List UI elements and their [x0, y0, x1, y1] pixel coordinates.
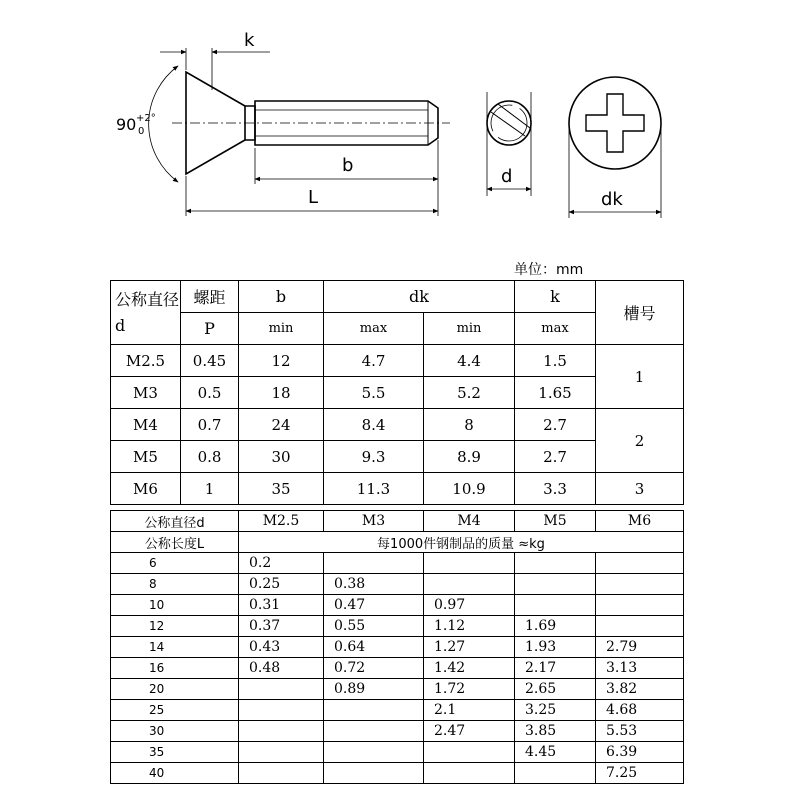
- mass-cell: 5.53: [596, 721, 684, 742]
- cell-p: 0.8: [181, 441, 239, 473]
- mass-cell: 1.69: [515, 616, 596, 637]
- mass-cell: 0.2: [239, 553, 324, 574]
- unit-label: 单位：mm: [514, 262, 584, 278]
- dk-dimension-label: dk: [601, 189, 623, 210]
- dk-min-subheader: min: [424, 313, 515, 345]
- cell-dk-max: 8.4: [324, 409, 424, 441]
- cell-d: M5: [111, 441, 181, 473]
- angle-arc: [149, 66, 178, 182]
- spec-header-row: [111, 281, 684, 313]
- k-max-subheader: max: [515, 313, 596, 345]
- mass-cell: 0.72: [324, 658, 424, 679]
- mass-cell: 4.45: [515, 742, 596, 763]
- length-cell: 14: [111, 637, 239, 658]
- mass-cell: 2.17: [515, 658, 596, 679]
- table-row: [111, 409, 684, 441]
- mass-cell: 2.79: [596, 637, 684, 658]
- mass-cell: 6.39: [596, 742, 684, 763]
- mass-cell: [239, 742, 324, 763]
- mass-cell: [239, 679, 324, 700]
- length-cell: 25: [111, 700, 239, 721]
- mass-cell: [239, 721, 324, 742]
- table-row: [111, 658, 684, 679]
- cell-k: 2.7: [515, 409, 596, 441]
- table-row: [111, 679, 684, 700]
- k-dimension-label: k: [244, 30, 255, 51]
- mass-cell: [515, 763, 596, 784]
- b-min-subheader: min: [239, 313, 324, 345]
- angle-tol-upper: +2°: [136, 113, 156, 124]
- cell-dk-min: 10.9: [424, 473, 515, 505]
- cell-p: 0.45: [181, 345, 239, 377]
- mass-cell: 1.93: [515, 637, 596, 658]
- cell-slot: 3: [596, 473, 684, 505]
- dk-max-subheader: max: [324, 313, 424, 345]
- cell-slot: 1: [596, 345, 684, 409]
- cell-d: M6: [111, 473, 181, 505]
- mass-cell: 0.25: [239, 574, 324, 595]
- mass-cell: 0.64: [324, 637, 424, 658]
- diameter-col-header: M3: [324, 511, 424, 532]
- cell-b: 18: [239, 377, 324, 409]
- L-dimension-label: L: [308, 187, 319, 208]
- table-row: [111, 574, 684, 595]
- table-row: [111, 473, 684, 505]
- weight-rows: [111, 553, 684, 784]
- cell-k: 1.5: [515, 345, 596, 377]
- mass-cell: [596, 553, 684, 574]
- cell-dk-min: 8: [424, 409, 515, 441]
- length-header-row: [111, 532, 684, 553]
- b-dimension-label: b: [342, 155, 354, 176]
- table-row: [111, 763, 684, 784]
- length-cell: 40: [111, 763, 239, 784]
- pitch-subheader: P: [181, 313, 239, 345]
- diameter-header-row: [111, 511, 684, 532]
- table-row: [111, 345, 684, 377]
- table-row: [111, 700, 684, 721]
- diameter-col-header: M5: [515, 511, 596, 532]
- mass-cell: 0.89: [324, 679, 424, 700]
- nominal-diameter-header: 公称直径 d: [111, 281, 181, 345]
- mass-cell: [324, 742, 424, 763]
- cell-dk-max: 11.3: [324, 473, 424, 505]
- diameter-col-header: M4: [424, 511, 515, 532]
- cell-dk-max: 5.5: [324, 377, 424, 409]
- mass-cell: 0.97: [424, 595, 515, 616]
- mass-cell: 0.38: [324, 574, 424, 595]
- mass-cell: [239, 763, 324, 784]
- cell-d: M3: [111, 377, 181, 409]
- mass-cell: 1.72: [424, 679, 515, 700]
- mass-cell: [515, 595, 596, 616]
- length-cell: 12: [111, 616, 239, 637]
- mass-cell: 3.25: [515, 700, 596, 721]
- mass-cell: [324, 721, 424, 742]
- mass-cell: [596, 616, 684, 637]
- cell-k: 3.3: [515, 473, 596, 505]
- mass-cell: [596, 574, 684, 595]
- mass-cell: 3.82: [596, 679, 684, 700]
- mass-cell: [324, 763, 424, 784]
- cell-p: 0.5: [181, 377, 239, 409]
- d-dimension-label: d: [501, 166, 513, 187]
- mass-cell: [515, 574, 596, 595]
- mass-cell: 1.12: [424, 616, 515, 637]
- cell-p: 1: [181, 473, 239, 505]
- cell-k: 2.7: [515, 441, 596, 473]
- cell-dk-max: 4.7: [324, 345, 424, 377]
- table-row: [111, 616, 684, 637]
- mass-cell: [515, 553, 596, 574]
- mass-cell: 0.37: [239, 616, 324, 637]
- mass-cell: [239, 700, 324, 721]
- mass-caption: 每1000件钢制品的质量 ≈kg: [239, 532, 684, 553]
- angle-label: 90: [116, 115, 137, 134]
- table-row: [111, 553, 684, 574]
- table-row: [111, 595, 684, 616]
- mass-cell: [324, 700, 424, 721]
- length-cell: 20: [111, 679, 239, 700]
- mass-cell: 1.42: [424, 658, 515, 679]
- mass-cell: 2.47: [424, 721, 515, 742]
- mass-cell: 0.31: [239, 595, 324, 616]
- cell-b: 12: [239, 345, 324, 377]
- k-header: k: [515, 281, 596, 313]
- mass-cell: 0.47: [324, 595, 424, 616]
- cell-k: 1.65: [515, 377, 596, 409]
- cell-dk-min: 8.9: [424, 441, 515, 473]
- length-cell: 6: [111, 553, 239, 574]
- mass-cell: 2.65: [515, 679, 596, 700]
- cell-b: 35: [239, 473, 324, 505]
- cell-slot: 2: [596, 409, 684, 473]
- mass-cell: 0.55: [324, 616, 424, 637]
- mass-cell: 7.25: [596, 763, 684, 784]
- cell-b: 30: [239, 441, 324, 473]
- diameter-col-header: M6: [596, 511, 684, 532]
- table-row: [111, 637, 684, 658]
- mass-cell: 3.13: [596, 658, 684, 679]
- table-row: [111, 721, 684, 742]
- angle-tol-lower: 0: [138, 126, 145, 137]
- mass-cell: 1.27: [424, 637, 515, 658]
- length-cell: 8: [111, 574, 239, 595]
- length-cell: 16: [111, 658, 239, 679]
- mass-cell: [424, 574, 515, 595]
- screw-technical-drawing: [0, 0, 800, 240]
- diameter-label: 公称直径d: [111, 511, 239, 532]
- mass-cell: [424, 742, 515, 763]
- mass-cell: 4.68: [596, 700, 684, 721]
- cell-dk-min: 5.2: [424, 377, 515, 409]
- mass-cell: 0.48: [239, 658, 324, 679]
- cell-dk-max: 9.3: [324, 441, 424, 473]
- b-header: b: [239, 281, 324, 313]
- mass-cell: 2.1: [424, 700, 515, 721]
- cell-d: M4: [111, 409, 181, 441]
- mass-cell: [596, 595, 684, 616]
- length-label: 公称长度L: [111, 532, 239, 553]
- mass-cell: [324, 553, 424, 574]
- length-cell: 30: [111, 721, 239, 742]
- diameter-col-header: M2.5: [239, 511, 324, 532]
- length-cell: 10: [111, 595, 239, 616]
- mass-cell: [424, 553, 515, 574]
- slot-header: 槽号: [596, 281, 684, 345]
- cell-dk-min: 4.4: [424, 345, 515, 377]
- mass-cell: [424, 763, 515, 784]
- cell-d: M2.5: [111, 345, 181, 377]
- length-cell: 35: [111, 742, 239, 763]
- mass-per-1000-table: [110, 510, 684, 784]
- mass-cell: 0.43: [239, 637, 324, 658]
- screw-spec-table: [110, 280, 684, 505]
- cell-p: 0.7: [181, 409, 239, 441]
- table-row: [111, 742, 684, 763]
- pitch-header: 螺距: [181, 281, 239, 313]
- mass-cell: 3.85: [515, 721, 596, 742]
- dk-header: dk: [324, 281, 515, 313]
- cell-b: 24: [239, 409, 324, 441]
